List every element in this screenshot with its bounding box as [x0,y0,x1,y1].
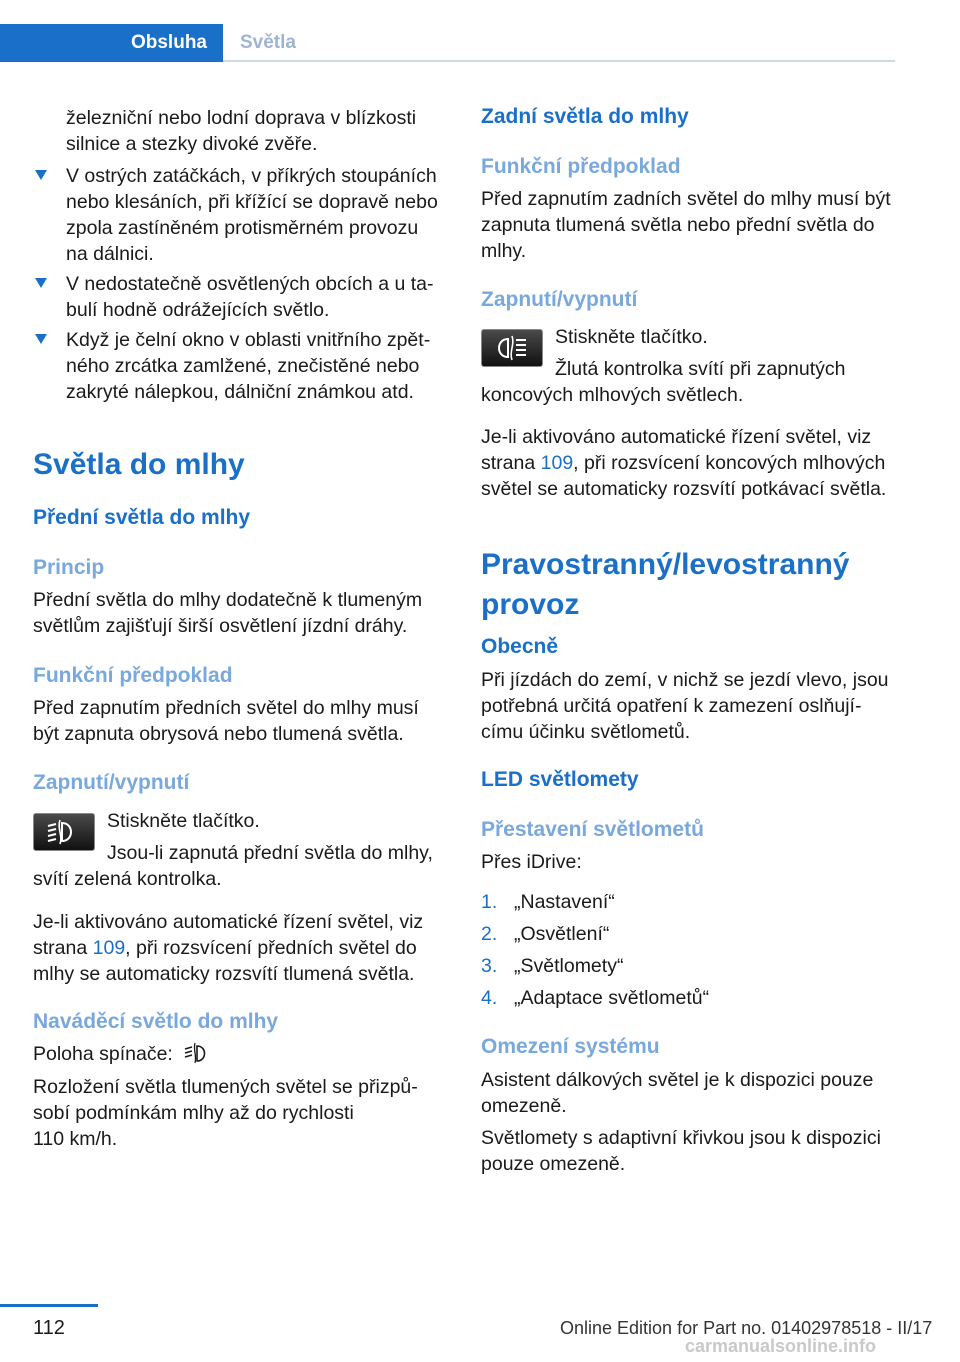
precondition-heading: Funkční předpoklad [481,155,681,178]
page-link-109[interactable]: 109 [540,452,574,474]
traffic-title: provoz [481,588,580,621]
watermark: carmanualsonline.info [685,1336,877,1356]
step-text: „Nastavení“ [514,891,615,913]
onoff-heading: Zapnutí/vypnutí [33,771,190,794]
edition-text: Online Edition for Part no. 01402978518 - II/17 [560,1318,933,1338]
bullet-text: bulí hodně odrážejících světlo. [66,299,330,321]
page-header [0,24,895,62]
page-link-109[interactable]: 109 [92,937,126,959]
rear-fog-title: Zadní světla do mlhy [481,105,689,128]
step-text: „Adaptace světlometů“ [514,987,710,1009]
step-number: 4. [481,987,498,1009]
bullet-text: V nedostatečně osvětlených obcích a u ta‐ [66,273,434,295]
adjust-heading: Přestavení světlometů [481,818,704,841]
front-fog-light-icon [33,813,95,851]
auto-text: světel se automaticky rozsvítí potkávací světla. [481,478,887,500]
indicator-text: koncových mlhových světlech. [481,384,744,406]
principle-text: světlům zajišťují širší osvětlení jízdní dráhy. [33,615,408,637]
limits-text: omezeně. [481,1095,567,1117]
limits-text: Světlomety s adaptivní křivkou jsou k dispozici [481,1127,881,1149]
indicator-text: svítí zelená kontrolka. [33,868,222,890]
auto-text: strana 109, při rozsvícení koncových mlhových [481,452,886,474]
auto-text: mlhy se automaticky rozsvítí tlumená světla. [33,963,415,985]
tab-svetla[interactable]: Světla [240,32,296,53]
precondition-text: mlhy. [481,240,527,262]
auto-text: Je-li aktivováno automatické řízení světel, viz [481,426,872,448]
page-number: 112 [33,1317,65,1339]
bullet-triangle-icon [35,334,47,344]
precondition-text: být zapnuta obrysová nebo tlumená světla. [33,723,404,745]
bullet-text: zpola zastíněném protisměrném provozu [66,217,419,239]
onoff-heading: Zapnutí/vypnutí [481,288,638,311]
guide-light-text: 110 km/h. [33,1128,118,1150]
led-heading: LED světlomety [481,768,639,791]
principle-heading: Princip [33,556,105,579]
bullet-text: ného zrcátka zamlžené, znečistěné nebo [66,355,420,377]
precondition-text: zapnuta tlumená světla nebo přední světla do [481,214,875,236]
footer-divider [0,1304,98,1307]
indicator-text: Jsou-li zapnutá přední světla do mlhy, [107,842,433,864]
traffic-title: Pravostranný/levostranný [481,548,850,581]
step-text: „Světlomety“ [514,955,624,977]
tab-obsluha[interactable]: Obsluha [0,24,223,62]
headlight-switch-icon [183,1041,209,1070]
rear-fog-light-icon [481,329,543,367]
step-number: 1. [481,891,498,913]
step-number: 3. [481,955,498,977]
switch-position-text: Poloha spínače: [33,1043,173,1065]
step-number: 2. [481,923,498,945]
auto-text: Je-li aktivováno automatické řízení světel, viz [33,911,424,933]
auto-text: strana 109, při rozsvícení předních světel do [33,937,417,959]
general-heading: Obecně [481,635,559,658]
bullet-text: nebo klesáních, při křížící se dopravě nebo [66,191,438,213]
bullet-text: na dálnici. [66,243,154,265]
limits-text: Asistent dálkových světel je k dispozici pouze [481,1069,874,1091]
limits-text: pouze omezeně. [481,1153,626,1175]
bullet-text: Když je čelní okno v oblasti vnitřního zpět‐ [66,329,431,351]
precondition-heading: Funkční předpoklad [33,664,233,687]
guide-light-heading: Naváděcí světlo do mlhy [33,1010,279,1033]
general-text: Při jízdách do zemí, v nichž se jezdí vlevo, jsou [481,669,889,691]
precondition-text: Před zapnutím předních světel do mlhy musí [33,697,419,719]
bullet-triangle-icon [35,170,47,180]
general-text: címu účinku světlometů. [481,721,691,743]
indicator-text: Žlutá kontrolka svítí při zapnutých [555,358,846,380]
guide-light-text: Rozložení světla tlumených světel se přizpů‐ [33,1076,418,1098]
via-idrive-text: Přes iDrive: [481,851,582,873]
press-button-text: Stiskněte tlačítko. [107,810,260,832]
intro-line: železniční nebo lodní doprava v blízkosti [66,107,417,129]
subsection-title: Přední světla do mlhy [33,506,251,529]
principle-text: Přední světla do mlhy dodatečně k tlumeným [33,589,423,611]
step-text: „Osvětlení“ [514,923,610,945]
general-text: potřebná určitá opatření k zamezení oslňují‐ [481,695,862,717]
precondition-text: Před zapnutím zadních světel do mlhy musí být [481,188,891,210]
limits-heading: Omezení systému [481,1035,660,1058]
bullet-text: zakryté nálepkou, dálniční známkou atd. [66,381,414,403]
guide-light-text: sobí podmínkám mlhy až do rychlosti [33,1102,354,1124]
bullet-triangle-icon [35,278,47,288]
press-button-text: Stiskněte tlačítko. [555,326,708,348]
bullet-text: V ostrých zatáčkách, v příkrých stoupáních [66,165,437,187]
intro-line: silnice a stezky divoké zvěře. [66,133,318,155]
section-title: Světla do mlhy [33,448,245,481]
